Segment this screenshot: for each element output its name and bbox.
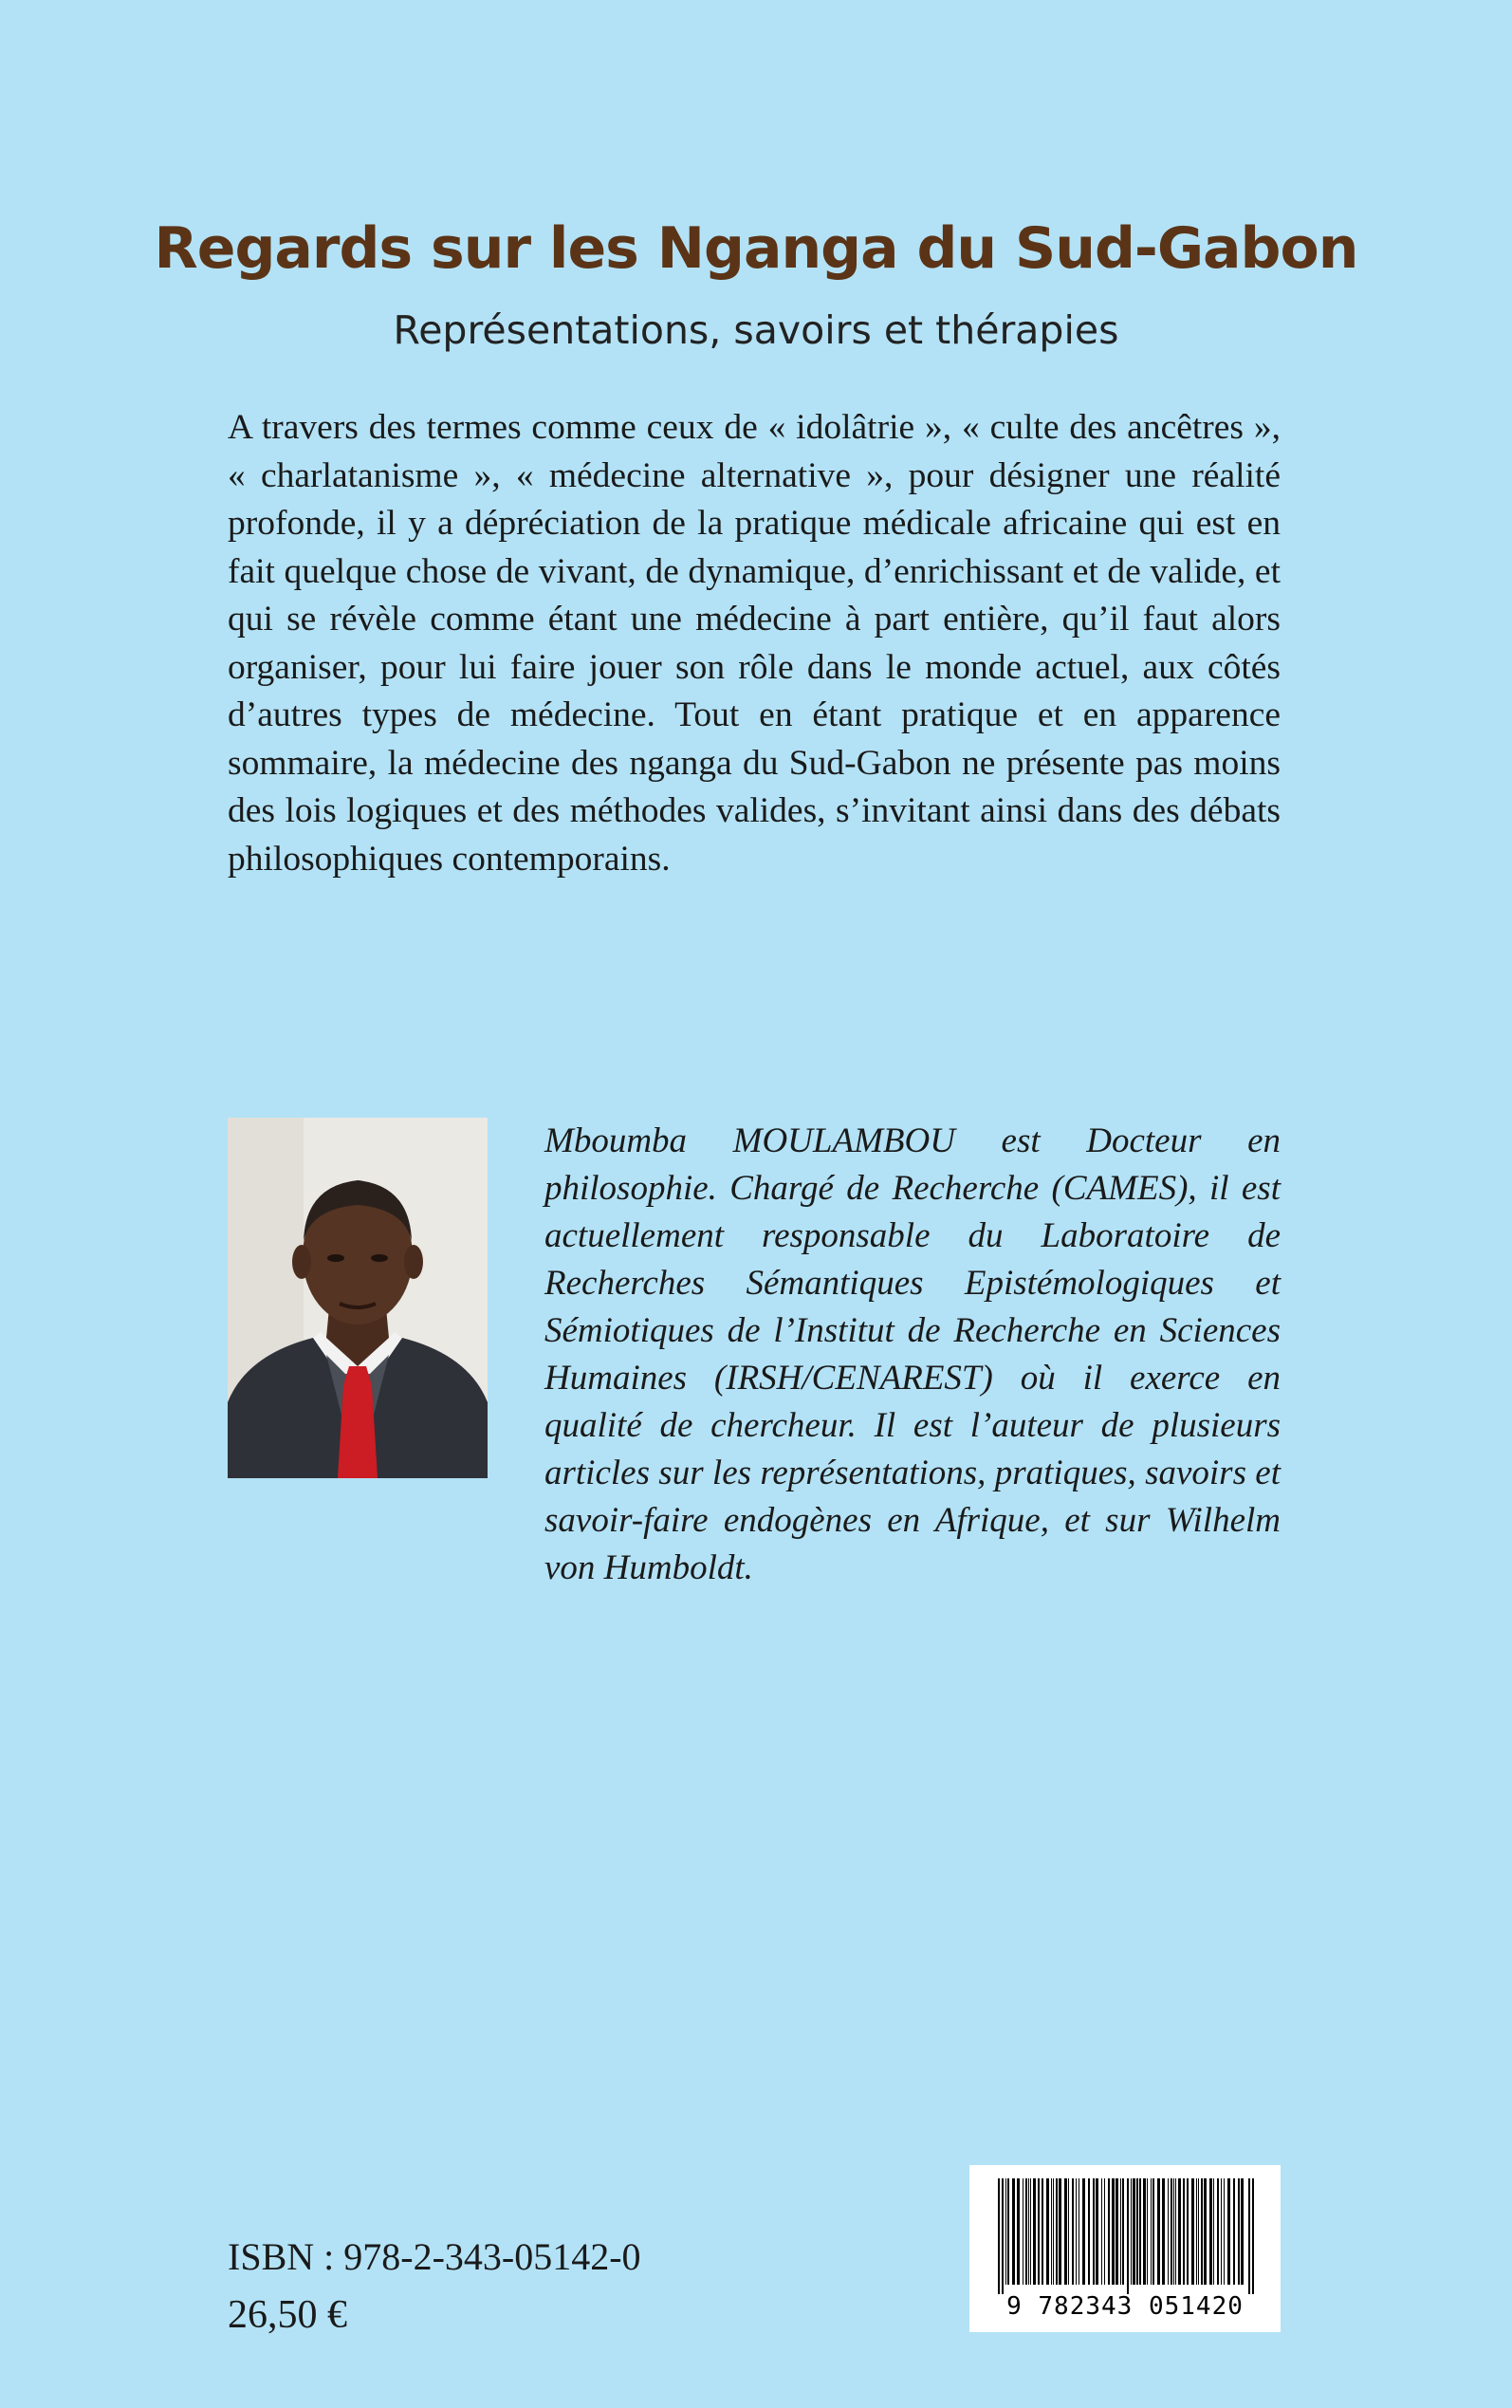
barcode-bar <box>1056 2178 1058 2285</box>
barcode-bar <box>1007 2178 1009 2285</box>
barcode-bar <box>1051 2178 1052 2285</box>
barcode-bar <box>1030 2178 1031 2285</box>
barcode-bar <box>1122 2178 1124 2285</box>
price: 26,50 € <box>228 2293 347 2337</box>
barcode-bar <box>1002 2178 1004 2294</box>
barcode-bar <box>1147 2178 1148 2285</box>
barcode-bar <box>1213 2178 1214 2285</box>
barcode-bar <box>1238 2178 1240 2285</box>
barcode-bar <box>1104 2178 1105 2285</box>
barcode-bar <box>1227 2178 1230 2285</box>
barcode-bar <box>1064 2178 1067 2285</box>
barcode-bar <box>1005 2178 1006 2285</box>
barcode-bar <box>1162 2178 1165 2285</box>
barcode-bar <box>1076 2178 1077 2285</box>
barcode-bar <box>1191 2178 1194 2285</box>
barcode-bar <box>1127 2178 1129 2294</box>
barcode-bar <box>1133 2178 1135 2285</box>
barcode-bar <box>1209 2178 1212 2285</box>
barcode-bar <box>1059 2178 1061 2285</box>
barcode-bar <box>1204 2178 1207 2285</box>
author-photo <box>228 1118 488 1478</box>
barcode-bar <box>1046 2178 1049 2285</box>
barcode-bar <box>1093 2178 1095 2285</box>
barcode-bar <box>998 2178 1000 2294</box>
barcode-bar <box>1151 2178 1152 2285</box>
barcode-bar <box>1183 2178 1185 2285</box>
barcode-bar <box>1028 2178 1029 2285</box>
barcode <box>969 2165 1281 2332</box>
barcode-bar <box>1131 2178 1132 2285</box>
barcode-bar <box>1171 2178 1172 2285</box>
barcode-bar <box>1053 2178 1054 2285</box>
book-blurb: A travers des termes comme ceux de « idolâtrie », « culte des ancêtres », « charlatanisme », « médecine alternative », pour désigner une réalité profonde, il y a dépréciation de la pratique médicale africaine qui est en fait quelque chose de vivant, de dynamique, d’enrichissant et de valide, et qui se révèle comme étant une médecine à part entière, qu’il faut alors organiser, pour lui faire jouer son rôle dans le monde actuel, aux côtés d’autres types de médecine. Tout en étant pratique et en apparence sommaire, la médecine des nganga du Sud-Gabon ne présente pas moins des lois logiques et des méthodes valides, s’invitant ainsi dans des débats philosophiques contemporains. <box>228 408 1281 879</box>
barcode-bar <box>1042 2178 1043 2285</box>
barcode-bar <box>1025 2178 1027 2285</box>
barcode-bar <box>1139 2178 1141 2285</box>
barcode-bar <box>1101 2178 1102 2285</box>
barcode-bar <box>1120 2178 1121 2285</box>
barcode-bar <box>1012 2178 1015 2285</box>
barcode-bar <box>1252 2178 1254 2294</box>
barcode-bar <box>1241 2178 1244 2285</box>
barcode-bar <box>1233 2178 1235 2285</box>
barcode-bar <box>1187 2178 1189 2285</box>
barcode-bar <box>1178 2178 1181 2285</box>
barcode-bar <box>1108 2178 1110 2285</box>
barcode-bar <box>1033 2178 1036 2285</box>
barcode-bar <box>1136 2178 1138 2285</box>
barcode-bar <box>1196 2178 1197 2285</box>
barcode-bar <box>1116 2178 1118 2285</box>
barcode-bar <box>1157 2178 1160 2285</box>
barcode-bar <box>1068 2178 1069 2285</box>
barcode-bar <box>1175 2178 1176 2285</box>
barcode-bar <box>1088 2178 1090 2285</box>
barcode-bar <box>1224 2178 1225 2285</box>
book-subtitle: Représentations, savoirs et thérapies <box>393 307 1119 353</box>
barcode-bar <box>1248 2178 1250 2294</box>
barcode-bar <box>1173 2178 1174 2285</box>
barcode-bar <box>1221 2178 1222 2285</box>
barcode-bar <box>1217 2178 1219 2285</box>
author-bio: Mboumba MOULAMBOU est Docteur en philosophie. Chargé de Recherche (CAMES), il est actuellement responsable du Laboratoire de Recherches Sémantiques Epistémologiques et Sémiotiques de l’Institut de Recherche en Sciences Humaines (IRSH/CENAREST) où il exerce en qualité de chercheur. Il est l’auteur de plusieurs articles sur les représentations, pratiques, savoirs et savoir-faire endogènes en Afrique, et sur Wilhelm von Humboldt. <box>544 1121 1281 1587</box>
barcode-bar <box>1152 2178 1154 2285</box>
barcode-bar <box>1198 2178 1199 2285</box>
barcode-bar <box>1096 2178 1098 2285</box>
barcode-bar <box>1072 2178 1074 2285</box>
book-title: Regards sur les Nganga du Sud-Gabon <box>154 215 1358 282</box>
barcode-bar <box>1112 2178 1115 2285</box>
barcode-digits: 9 782343 051420 <box>1006 2292 1244 2321</box>
barcode-bar <box>1168 2178 1169 2285</box>
barcode-bar <box>1017 2178 1020 2285</box>
isbn: ISBN : 978-2-343-05142-0 <box>228 2235 641 2278</box>
barcode-bar <box>1201 2178 1203 2285</box>
barcode-bar <box>1082 2178 1085 2285</box>
barcode-bar <box>1143 2178 1146 2285</box>
barcode-bar <box>1038 2178 1040 2285</box>
